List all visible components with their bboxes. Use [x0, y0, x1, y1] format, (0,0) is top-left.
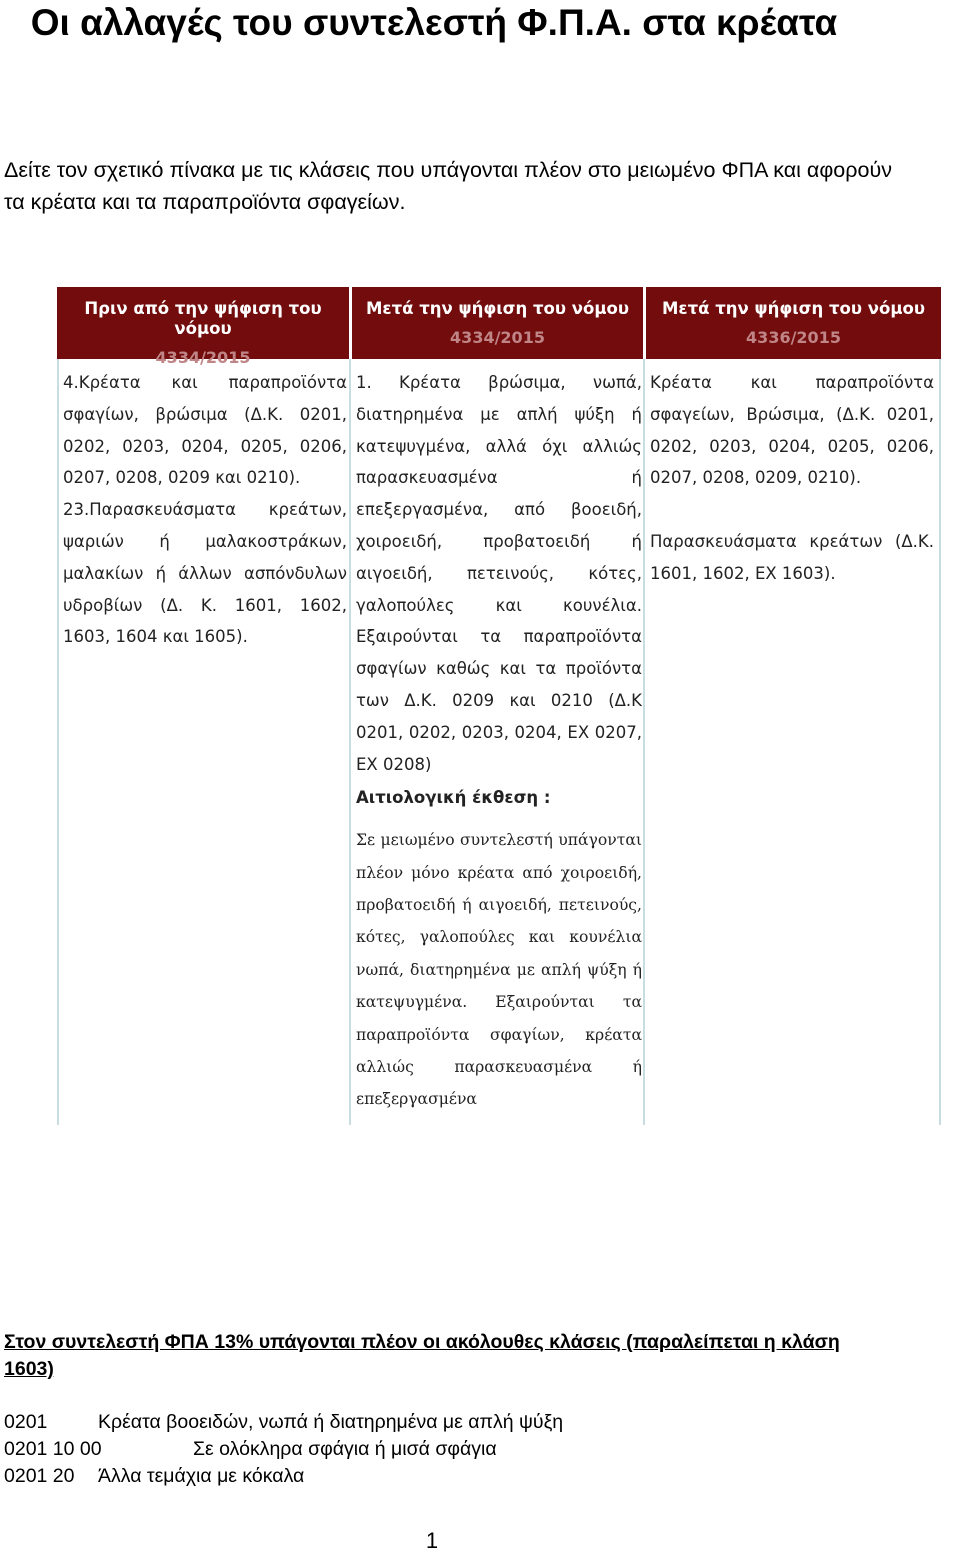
tariff-description: Άλλα τεμάχια με κόκαλα	[98, 1465, 305, 1487]
table-header-cell-2	[352, 287, 643, 359]
header-3-label: Μετά την ψήφιση του νόμου	[662, 299, 925, 318]
table-cell-before-law	[63, 367, 347, 653]
tariff-description: Κρέατα βοοειδών, νωπά ή διατηρημένα με απλή ψύξη	[98, 1411, 564, 1433]
table-column-divider-2	[643, 287, 645, 1125]
table-border-left	[57, 287, 59, 1125]
vat-comparison-table	[57, 287, 941, 1125]
table-border-right	[939, 287, 941, 1125]
table-header	[57, 287, 941, 367]
table-cell-after-law-4334	[356, 367, 642, 1116]
document-title: Οι αλλαγές του συντελεστή Φ.Π.Α. στα κρέατα	[30, 2, 838, 43]
table-column-divider-1	[349, 287, 351, 1125]
tariff-description: Σε ολόκληρα σφάγια ή μισά σφάγια	[193, 1438, 497, 1460]
table-header-cell-3	[646, 287, 941, 359]
intro-paragraph: Δείτε τον σχετικό πίνακα με τις κλάσεις που υπάγονται πλέον στο μειωμένο ΦΠΑ και αφορούν τα κρέατα και τα παραπροϊόντα σφαγείων.	[4, 158, 892, 214]
tariff-code: 0201	[4, 1411, 48, 1433]
cell-3-paragraph-2: Παρασκευάσματα κρεάτων (Δ.Κ. 1601, 1602, ΕΧ 1603).	[650, 532, 934, 583]
header-3-law: 4336/2015	[746, 328, 841, 347]
table-header-cell-1	[57, 287, 349, 367]
vat-13-section-heading: Στον συντελεστή ΦΠΑ 13% υπάγονται πλέον οι ακόλουθες κλάσεις (παραλείπεται η κλάση 1603)	[4, 1331, 840, 1380]
header-2-law: 4334/2015	[450, 328, 545, 347]
header-1-law: 4334/2015	[155, 348, 251, 367]
cell-1-paragraph-1: 4.Κρέατα και παραπροϊόντα σφαγίων, βρώσιμα (Δ.Κ. 0201, 0202, 0203, 0204, 0205, 0206, 0207, 0208, 0209 και 0210).	[63, 373, 347, 488]
header-2-label: Μετά την ψήφιση του νόμου	[366, 299, 629, 318]
tariff-code: 0201 20	[4, 1465, 75, 1487]
header-1-label: Πριν από την ψήφιση του νόμου	[84, 299, 322, 338]
cell-1-paragraph-2: 23.Παρασκευάσματα κρεάτων, ψαριών ή μαλακοστράκων, μαλακίων ή άλλων ασπόνδυλων υδροβίων (Δ. Κ. 1601, 1602, 1603, 1604 και 1605).	[63, 500, 347, 647]
table-cell-after-law-4336	[650, 367, 934, 590]
cell-2-paragraph-1: 1. Κρέατα βρώσιμα, νωπά, διατηρημένα με απλή ψύξη ή κατεψυγμένα, αλλά όχι αλλιώς παρασκευασμένα ή επεξεργασμένα, από βοοειδή, χοιροειδή, προβατοειδή ή αιγοειδή, πετεινούς, κότες, γαλοπούλες και κουνέλια. Εξαιρούνται τα παραπροϊόντα σφαγίων καθώς και τα προϊόντα των Δ.Κ. 0209 και 0210 (Δ.Κ 0201, 0202, 0203, 0204, ΕΧ 0207, ΕΧ 0208)	[356, 373, 642, 774]
cell-3-paragraph-1: Κρέατα και παραπροϊόντα σφαγείων, Βρώσιμα, (Δ.Κ. 0201, 0202, 0203, 0204, 0205, 0206, 0207, 0208, 0209, 0210).	[650, 373, 934, 488]
rationale-paragraph: Σε μειωμένο συντελεστή υπάγονται πλέον μόνο κρέατα από χοιροειδή, προβατοειδή ή αιγοειδή, πετεινούς, κότες, γαλοπούλες και κουνέλια νωπά, διατηρημένα με απλή ψύξη ή κατεψυγμένα. Εξαιρούνται τα παραπροϊόντα σφαγίων, κρέατα αλλιώς παρασκευασμένα ή επεξεργασμένα	[356, 831, 642, 1109]
tariff-code: 0201 10 00	[4, 1438, 102, 1460]
rationale-heading: Αιτιολογική έκθεση :	[356, 788, 551, 808]
page-number: 1	[425, 1528, 439, 1553]
